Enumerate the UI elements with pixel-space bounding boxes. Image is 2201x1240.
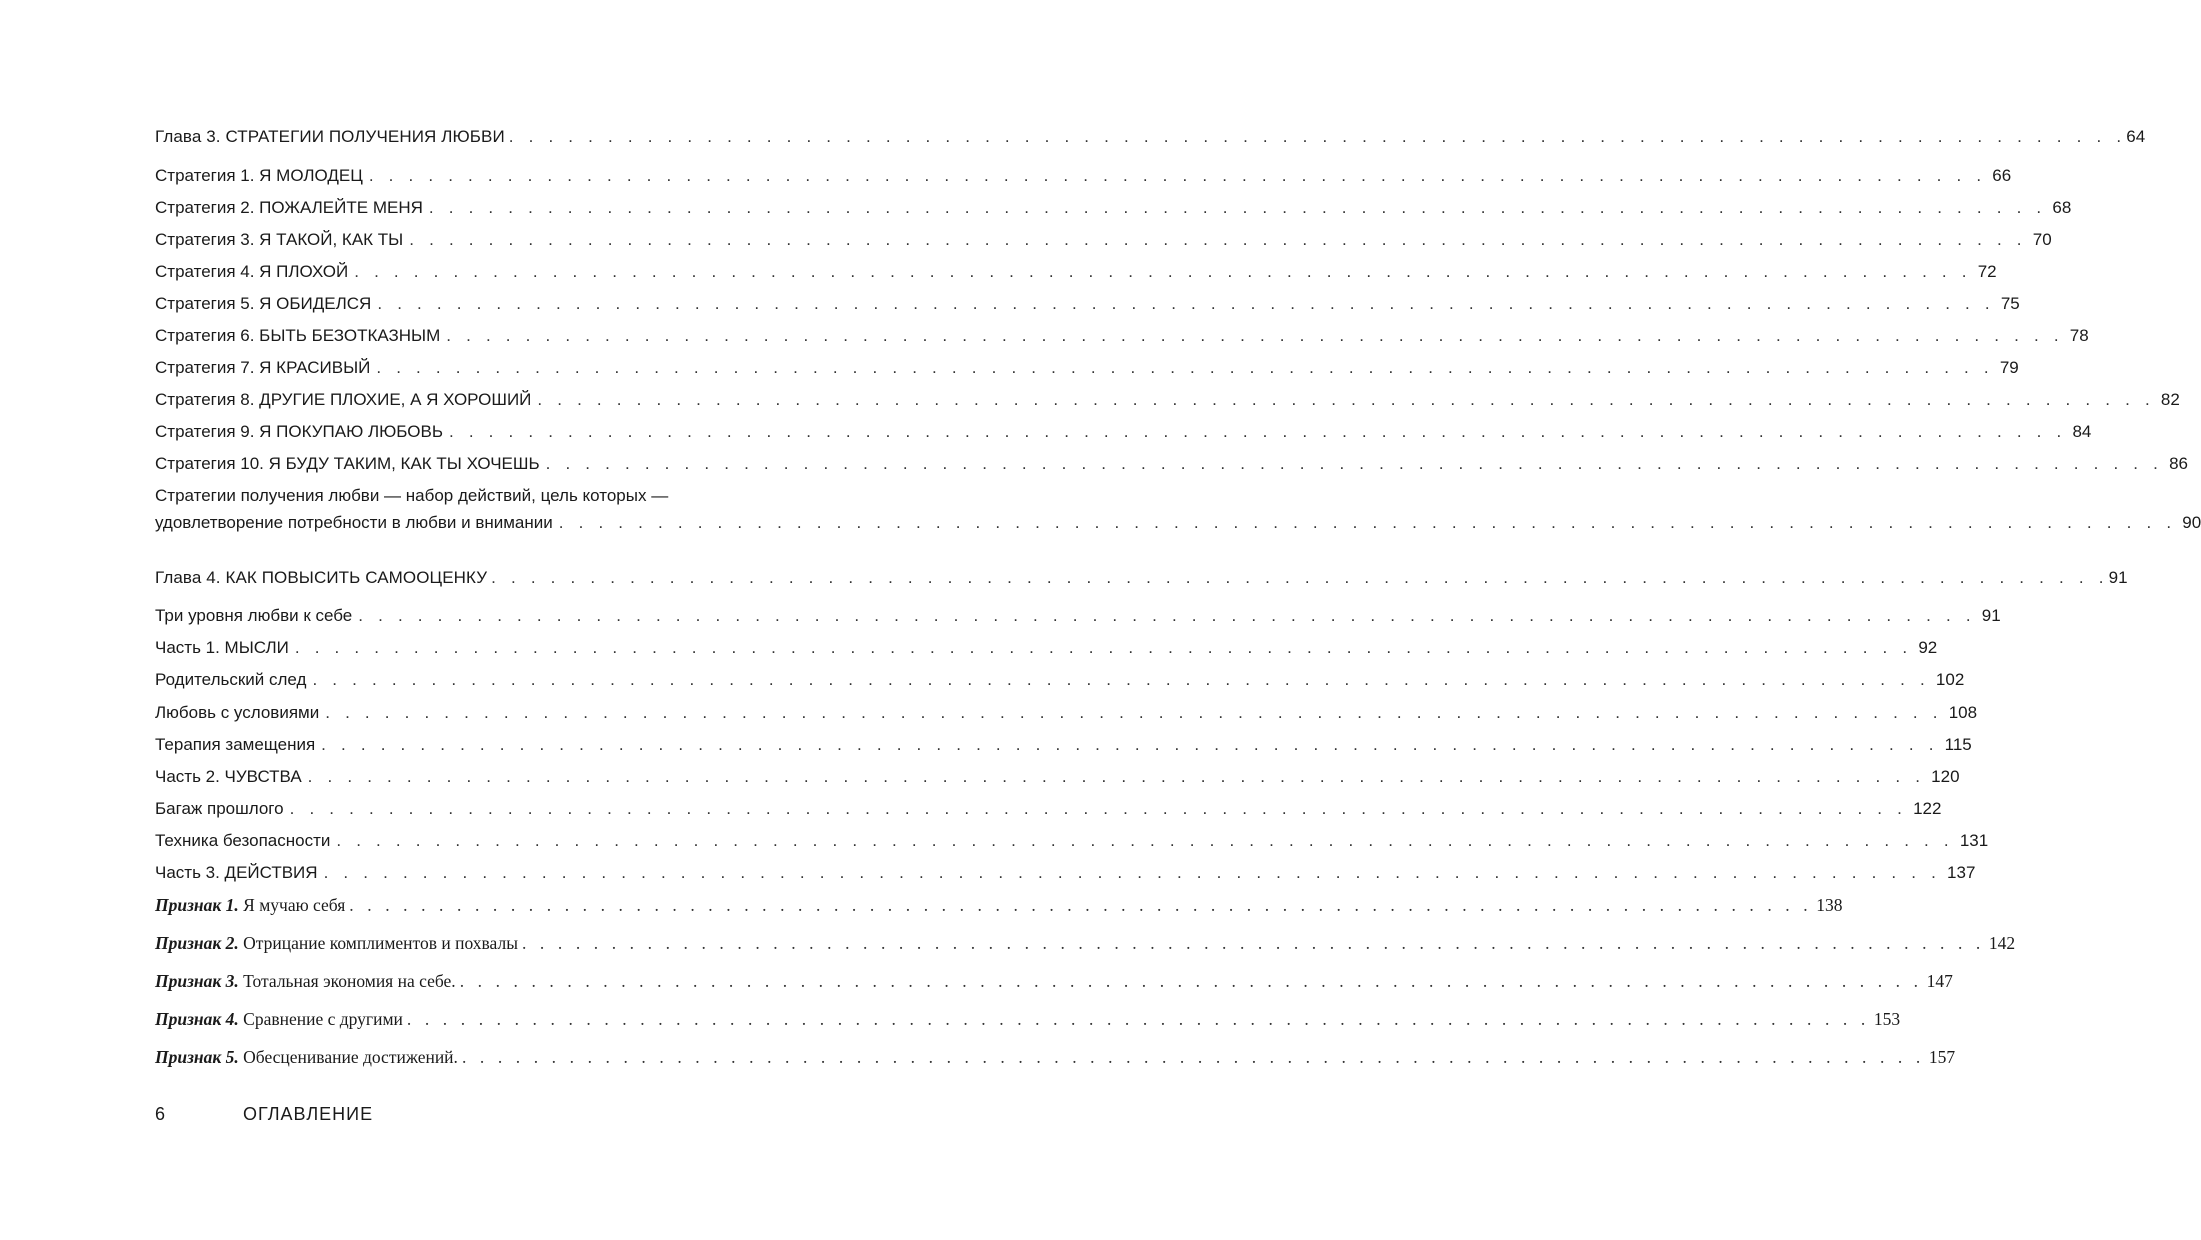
toc-entry-strategy-9[interactable] xyxy=(155,421,2092,443)
entry-page: 120 xyxy=(1931,767,1960,786)
entry-title: Стратегия 3. Я ТАКОЙ, КАК ТЫ xyxy=(155,230,404,249)
sign-label: Признак 5. xyxy=(155,1047,239,1067)
dot-leader: . . . . . . . . . . . . . . . . . . . . . . . . . . . . . . . . . . . . . . . . . . . . . . . . . . . . . . . . . . . . . . . . . . . . . . . . . . . . . . . . . . xyxy=(321,735,1939,754)
toc-entry-past-baggage[interactable] xyxy=(155,798,1942,820)
entry-page: 78 xyxy=(2069,326,2089,345)
dot-leader: . . . . . . . . . . . . . . . . . . . . . . . . . . . . . . . . . . . . . . . . . . . . . . . . . . . . . . . . . . . . . . . . . . . . . . . . . . . . . . . . . . xyxy=(368,166,1987,185)
toc-entry-sign-4[interactable] xyxy=(155,1008,1901,1030)
dot-leader: . . . . . . . . . . . . . . . . . . . . . . . . . . . . . . . . . . . . . . . . . . . . . . . . . . . . . . . . . . . . . . . . . . . . . . . . . . . . . . . . . . xyxy=(461,1047,1925,1067)
dot-leader: . . . . . . . . . . . . . . . . . . . . . . . . . . . . . . . . . . . . . . . . . . . . . . . . . . . . . . . . . . . . . . . . . . . . . . . . . . . . . . . . . . xyxy=(325,703,1943,722)
dot-leader: . . . . . . . . . . . . . . . . . . . . . . . . . . . . . . . . . . . . . . . . . . . . . . . . . . . . . . . . . . . . . . . . . . . . . . . . . . . . . . . . . . xyxy=(508,127,2127,146)
dot-leader: . . . . . . . . . . . . . . . . . . . . . . . . . . . . . . . . . . . . . . . . . . . . . . . . . . . . . . . . . . . . . . . . . . . . . . . . . . . . . . . . . . xyxy=(521,933,1985,953)
summary-line-2-row xyxy=(155,509,2201,536)
entry-title: Сравнение с другими xyxy=(243,1009,403,1029)
dot-leader: . . . . . . . . . . . . . . . . . . . . . . . . . . . . . . . . . . . . . . . . . . . . . . . . . . . . . . . . . . . . . . . . . . . . . . . . . . . . . . . . . . xyxy=(377,294,1995,313)
toc-entry-self-love-levels[interactable] xyxy=(155,605,2001,627)
dot-leader: . . . . . . . . . . . . . . . . . . . . . . . . . . . . . . . . . . . . . . . . . . . . . . . . . . . . . . . . . . . . . . . . . . . . . . . . . . . . . . . . . . xyxy=(312,670,1930,689)
entry-page: 91 xyxy=(1981,606,2001,625)
entry-title: Стратегия 4. Я ПЛОХОЙ xyxy=(155,262,349,281)
entry-page: 86 xyxy=(2169,454,2189,473)
entry-title-wrap xyxy=(155,970,456,992)
dot-leader: . . . . . . . . . . . . . . . . . . . . . . . . . . . . . . . . . . . . . . . . . . . . . . . . . . . . . . . . . . . . . . . . . . . . . . . . . . . . . . . . . . xyxy=(289,799,1908,818)
entry-title: Стратегия 6. БЫТЬ БЕЗОТКАЗНЫМ xyxy=(155,326,441,345)
dot-leader: . . . . . . . . . . . . . . . . . . . . . . . . . . . . . . . . . . . . . . . . . . . . . . . . . . . . . . . . . . . . . . . . . . . . . . . . . . . . . . . . . . xyxy=(323,863,1942,882)
toc-entry-part-1[interactable] xyxy=(155,637,1938,659)
sign-label: Признак 1. xyxy=(155,895,239,915)
entry-title: Терапия замещения xyxy=(155,735,316,754)
entry-page: 137 xyxy=(1947,863,1976,882)
entry-title: Стратегия 2. ПОЖАЛЕЙТЕ МЕНЯ xyxy=(155,198,423,217)
entry-page: 72 xyxy=(1977,262,1997,281)
entry-title: Стратегия 8. ДРУГИЕ ПЛОХИЕ, А Я ХОРОШИЙ xyxy=(155,390,532,409)
chapter-3-page: 64 xyxy=(2126,127,2146,146)
entry-title: Отрицание комплиментов и похвалы xyxy=(243,933,518,953)
dot-leader: . . . . . . . . . . . . . . . . . . . . . . . . . . . . . . . . . . . . . . . . . . . . . . . . . . . . . . . . . . . . . . . . . . . . . . . . . . . . . . . . . . xyxy=(409,230,2027,249)
toc-entry-strategy-7[interactable] xyxy=(155,357,2019,379)
dot-leader: . . . . . . . . . . . . . . . . . . . . . . . . . . . . . . . . . . . . . . . . . . . . . . . . . . . . . . . . . . . . . . . . . . . . . . . . . . . . . . . . . . xyxy=(491,568,2109,587)
entry-title: Любовь с условиями xyxy=(155,703,320,722)
entry-title: Три уровня любви к себе xyxy=(155,606,353,625)
entry-page: 70 xyxy=(2032,230,2052,249)
dot-leader: . . . . . . . . . . . . . . . . . . . . . . . . . . . . . . . . . . . . . . . . . . . . . . . . . . . . . . . . . . . . . . . . . . . . . . . . . . . . . . . . . . xyxy=(349,895,1813,915)
sign-label: Признак 3. xyxy=(155,971,239,991)
entry-page: 84 xyxy=(2072,422,2092,441)
dot-leader: . . . . . . . . . . . . . . . . . . . . . . . . . . . . . . . . . . . . . . . . . . . . . . . . . . . . . . . . . . . . . . . . . . . . . . . . . . . . . . . . . . xyxy=(428,198,2047,217)
dot-leader: . . . . . . . . . . . . . . . . . . . . . . . . . . . . . . . . . . . . . . . . . . . . . . . . . . . . . . . . . . . . . . . . . . . . . . . . . . . . . . . . . . xyxy=(459,971,1923,991)
entry-title: Стратегия 7. Я КРАСИВЫЙ xyxy=(155,358,371,377)
dot-leader: . . . . . . . . . . . . . . . . . . . . . . . . . . . . . . . . . . . . . . . . . . . . . . . . . . . . . . . . . . . . . . . . . . . . . . . . . . . . . . . . . . xyxy=(448,422,2067,441)
entry-title: Часть 3. ДЕЙСТВИЯ xyxy=(155,863,318,882)
chapter-3-title: Глава 3. СТРАТЕГИИ ПОЛУЧЕНИЯ ЛЮБВИ xyxy=(155,127,505,146)
dot-leader: . . . . . . . . . . . . . . . . . . . . . . . . . . . . . . . . . . . . . . . . . . . . . . . . . . . . . . . . . . . . . . . . . . . . . . . . . . . . . . . . . . xyxy=(406,1009,1870,1029)
chapter-4-page: 91 xyxy=(2108,568,2128,587)
dot-leader: . . . . . . . . . . . . . . . . . . . . . . . . . . . . . . . . . . . . . . . . . . . . . . . . . . . . . . . . . . . . . . . . . . . . . . . . . . . . . . . . . . xyxy=(545,454,2164,473)
dot-leader: . . . . . . . . . . . . . . . . . . . . . . . . . . . . . . . . . . . . . . . . . . . . . . . . . . . . . . . . . . . . . . . . . . . . . . . . . . . . . . . . . . xyxy=(336,831,1954,850)
entry-page: 147 xyxy=(1926,971,1953,991)
entry-title-wrap xyxy=(155,932,518,954)
entry-title: Родительский след xyxy=(155,670,307,689)
toc-entry-sign-1[interactable] xyxy=(155,894,1843,916)
toc-entry-substitution-therapy[interactable] xyxy=(155,734,1972,756)
entry-title: Часть 2. ЧУВСТВА xyxy=(155,767,302,786)
toc-entry-parental-trace[interactable] xyxy=(155,669,1965,691)
toc-entry-sign-3[interactable] xyxy=(155,970,1953,992)
running-header-label: ОГЛАВЛЕНИЕ xyxy=(243,1104,374,1124)
page-number: 6 xyxy=(155,1104,167,1124)
toc-entry-sign-5[interactable] xyxy=(155,1046,1956,1068)
entry-page: 153 xyxy=(1873,1009,1901,1029)
entry-page: 75 xyxy=(2000,294,2020,313)
toc-entry-strategy-1[interactable] xyxy=(155,165,2012,187)
dot-leader: . . . . . . . . . . . . . . . . . . . . . . . . . . . . . . . . . . . . . . . . . . . . . . . . . . . . . . . . . . . . . . . . . . . . . . . . . . . . . . . . . . xyxy=(537,390,2155,409)
summary-line-2: удовлетворение потребности в любви и внимании xyxy=(155,513,553,532)
summary-line-1: Стратегии получения любви — набор действий, цель которых — xyxy=(155,486,669,505)
dot-leader: . . . . . . . . . . . . . . . . . . . . . . . . . . . . . . . . . . . . . . . . . . . . . . . . . . . . . . . . . . . . . . . . . . . . . . . . . . . . . . . . . . xyxy=(294,638,1913,657)
toc-entry-strategy-8[interactable] xyxy=(155,389,2180,411)
dot-leader: . . . . . . . . . . . . . . . . . . . . . . . . . . . . . . . . . . . . . . . . . . . . . . . . . . . . . . . . . . . . . . . . . . . . . . . . . . . . . . . . . . xyxy=(558,513,2177,532)
chapter-3-entry[interactable] xyxy=(155,126,2146,148)
entry-page: 66 xyxy=(1992,166,2012,185)
entry-page: 82 xyxy=(2160,390,2180,409)
toc-entry-strategy-2[interactable] xyxy=(155,197,2072,219)
entry-page: 108 xyxy=(1948,703,1978,722)
entry-title: Стратегия 9. Я ПОКУПАЮ ЛЮБОВЬ xyxy=(155,422,443,441)
dot-leader: . . . . . . . . . . . . . . . . . . . . . . . . . . . . . . . . . . . . . . . . . . . . . . . . . . . . . . . . . . . . . . . . . . . . . . . . . . . . . . . . . . xyxy=(354,262,1972,281)
entry-title: Тотальная экономия на себе. xyxy=(243,971,456,991)
dot-leader: . . . . . . . . . . . . . . . . . . . . . . . . . . . . . . . . . . . . . . . . . . . . . . . . . . . . . . . . . . . . . . . . . . . . . . . . . . . . . . . . . . xyxy=(446,326,2064,345)
dot-leader: . . . . . . . . . . . . . . . . . . . . . . . . . . . . . . . . . . . . . . . . . . . . . . . . . . . . . . . . . . . . . . . . . . . . . . . . . . . . . . . . . . xyxy=(358,606,1976,625)
entry-page: 115 xyxy=(1944,735,1972,754)
entry-page: 122 xyxy=(1913,799,1942,818)
entry-title: Стратегия 5. Я ОБИДЕЛСЯ xyxy=(155,294,372,313)
entry-page: 90 xyxy=(2182,513,2201,532)
toc-entry-safety-technique[interactable] xyxy=(155,830,1989,852)
entry-title: Стратегия 1. Я МОЛОДЕЦ xyxy=(155,166,363,185)
entry-page: 157 xyxy=(1928,1047,1956,1067)
entry-page: 92 xyxy=(1918,638,1938,657)
toc-entry-conditional-love[interactable] xyxy=(155,702,1978,724)
entry-page: 142 xyxy=(1988,933,2016,953)
entry-title: Техника безопасности xyxy=(155,831,331,850)
entry-title: Часть 1. МЫСЛИ xyxy=(155,638,289,657)
toc-entry-strategy-10[interactable] xyxy=(155,453,2189,475)
dot-leader: . . . . . . . . . . . . . . . . . . . . . . . . . . . . . . . . . . . . . . . . . . . . . . . . . . . . . . . . . . . . . . . . . . . . . . . . . . . . . . . . . . xyxy=(307,767,1926,786)
toc-entry-strategy-3[interactable] xyxy=(155,229,2052,251)
entry-page: 131 xyxy=(1959,831,1989,850)
toc-entry-strategy-5[interactable] xyxy=(155,293,2020,315)
sign-label: Признак 2. xyxy=(155,933,239,953)
toc-entry-strategy-6[interactable] xyxy=(155,325,2089,347)
sign-label: Признак 4. xyxy=(155,1009,239,1029)
entry-title: Обесценивание достижений. xyxy=(243,1047,458,1067)
entry-page: 68 xyxy=(2052,198,2072,217)
entry-page: 102 xyxy=(1935,670,1965,689)
chapter-4-entry[interactable] xyxy=(155,567,2128,589)
toc-entry-strategy-4[interactable] xyxy=(155,261,1997,283)
entry-title: Стратегия 10. Я БУДУ ТАКИМ, КАК ТЫ ХОЧЕШЬ xyxy=(155,454,540,473)
dot-leader: . . . . . . . . . . . . . . . . . . . . . . . . . . . . . . . . . . . . . . . . . . . . . . . . . . . . . . . . . . . . . . . . . . . . . . . . . . . . . . . . . . xyxy=(376,358,1994,377)
entry-title-wrap xyxy=(155,894,345,916)
toc-entry-part-2[interactable] xyxy=(155,766,1960,788)
entry-page: 79 xyxy=(1999,358,2019,377)
entry-title: Я мучаю себя xyxy=(243,895,346,915)
toc-entry-sign-2[interactable] xyxy=(155,932,2016,954)
entry-title-wrap xyxy=(155,1008,403,1030)
toc-entry-strategies-summary[interactable] xyxy=(155,482,2201,536)
entry-title-wrap xyxy=(155,1046,458,1068)
entry-title: Багаж прошлого xyxy=(155,799,284,818)
entry-page: 138 xyxy=(1816,895,1843,915)
chapter-4-title: Глава 4. КАК ПОВЫСИТЬ САМООЦЕНКУ xyxy=(155,568,488,587)
toc-entry-part-3[interactable] xyxy=(155,862,1976,884)
